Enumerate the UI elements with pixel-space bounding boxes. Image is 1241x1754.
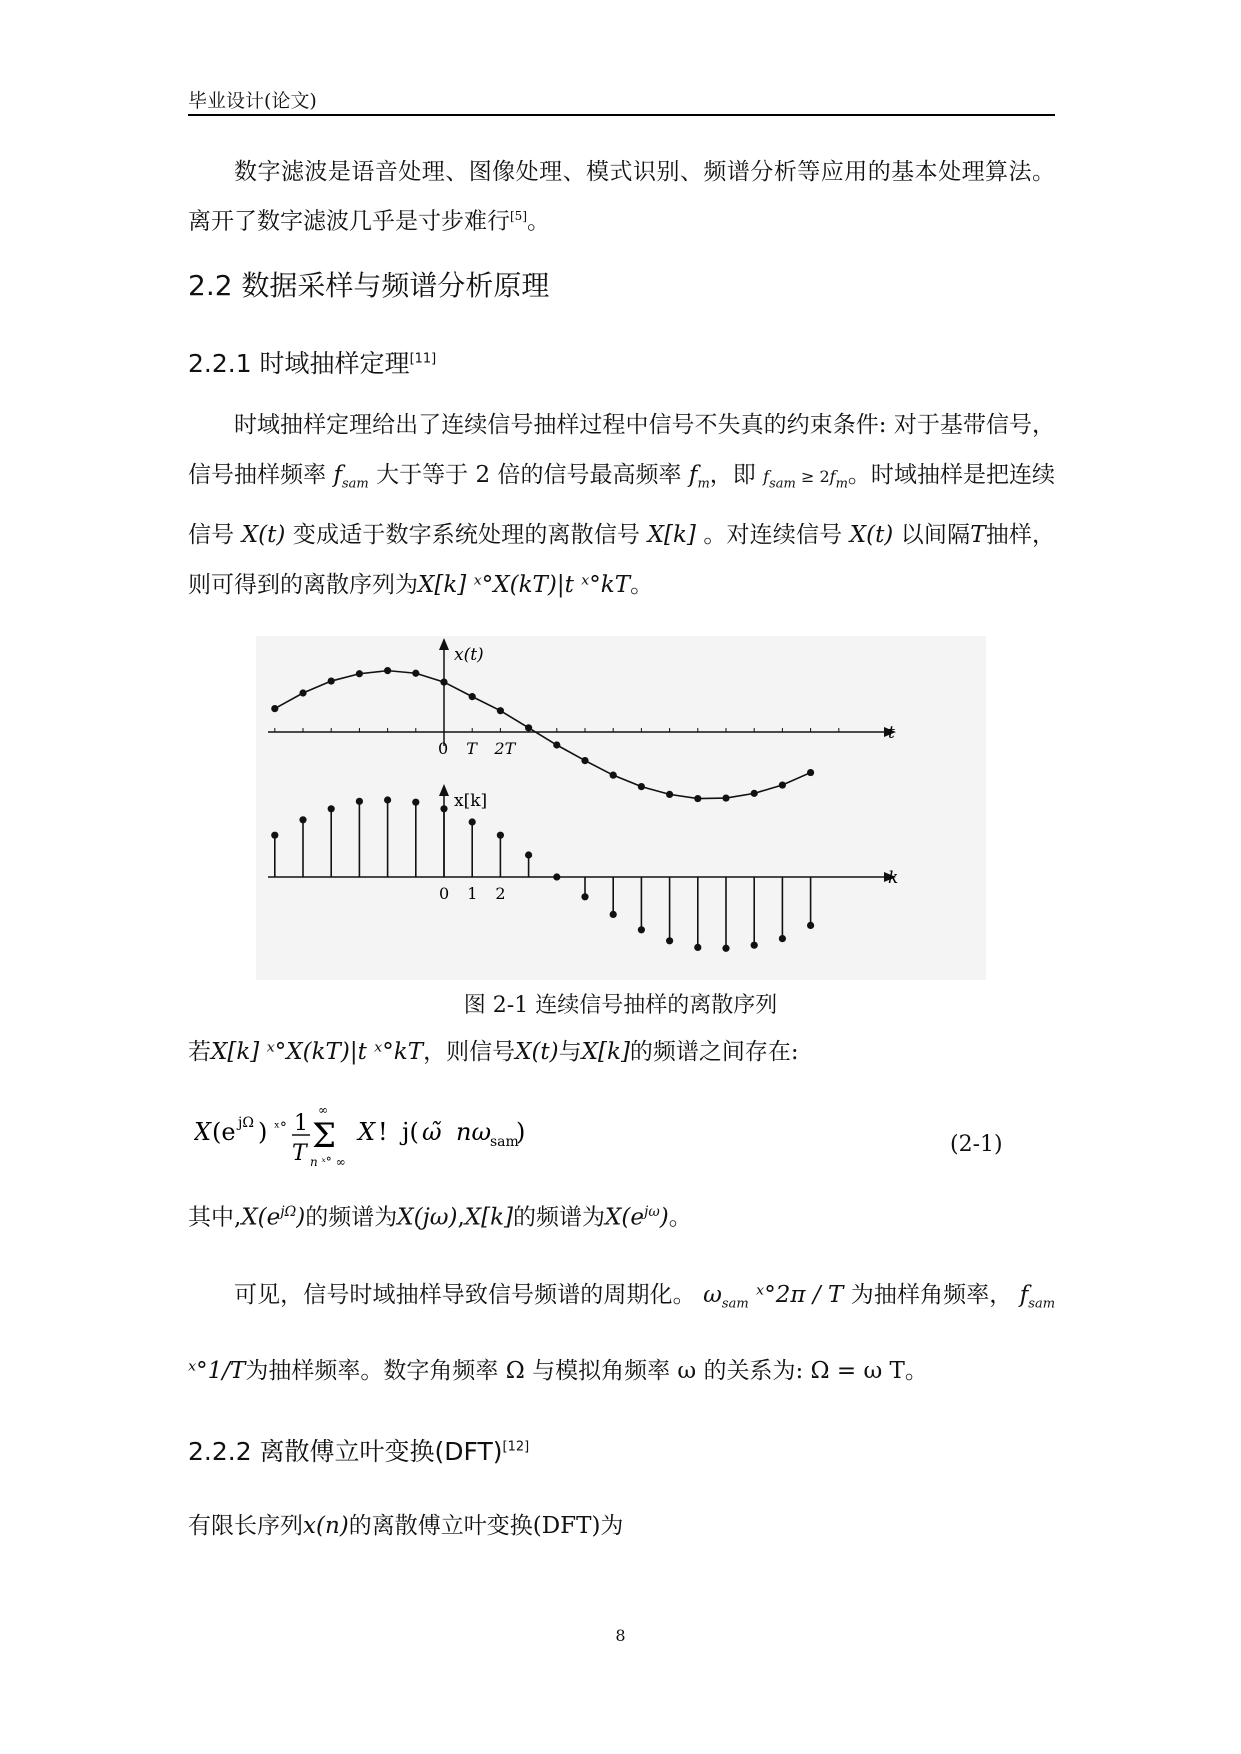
- sample-point: [722, 794, 729, 801]
- y-axis-arrow-top: [439, 638, 449, 650]
- stem-point: [610, 911, 617, 918]
- sample-point: [751, 790, 758, 797]
- equation-number: (2-1): [950, 1132, 1003, 1157]
- sample-point: [469, 693, 476, 700]
- sample-point: [638, 783, 645, 790]
- svg-text:j(: j(: [402, 1118, 419, 1146]
- sample-point: [525, 724, 532, 731]
- y-axis-label-top: x(t): [454, 645, 484, 665]
- equation-svg: [194, 1102, 614, 1172]
- running-header: 毕业设计(论文): [188, 90, 317, 112]
- svg-text:ω̃: ω̃: [422, 1118, 442, 1146]
- sample-point: [666, 791, 673, 798]
- stem-point: [751, 942, 758, 949]
- stem-point: [497, 832, 504, 839]
- intro-paragraph: 数字滤波是语音处理、图像处理、模式识别、频谱分析等应用的基本处理算法。离开了数字滤波几乎是寸步难行[5]。: [188, 159, 1055, 235]
- tick-label-bottom: 0: [439, 884, 450, 903]
- sample-point: [356, 670, 363, 677]
- sample-point: [384, 667, 391, 674]
- sample-point: [553, 741, 560, 748]
- tick-label-bottom: 1: [467, 884, 478, 903]
- spectrum-definition-paragraph: 其中$,X(e^{j\Omega})$的频谱为X(jω),X[k]的频谱为$X(e^{j\omega})$。: [188, 1204, 692, 1231]
- svg-text:(e: (e: [212, 1118, 236, 1146]
- sample-point: [497, 707, 504, 714]
- sample-point: [271, 705, 278, 712]
- figure-caption: 图 2-1 连续信号抽样的离散序列: [463, 993, 778, 1018]
- sample-point: [299, 689, 306, 696]
- dft-intro-paragraph: 有限长序列x(n)的离散傅立叶变换(DFT)为: [188, 1513, 624, 1539]
- tick-label-bottom: 2: [495, 884, 506, 903]
- svg-text:jΩ: jΩ: [238, 1115, 254, 1131]
- y-axis-label-bottom: x[k]: [454, 791, 488, 811]
- sample-point: [412, 670, 419, 677]
- sample-point: [440, 678, 447, 685]
- stem-point: [666, 937, 673, 944]
- stem-point: [581, 893, 588, 900]
- svg-text:Σ: Σ: [312, 1116, 337, 1156]
- stem-point: [469, 818, 476, 825]
- svg-text:!: !: [378, 1118, 388, 1146]
- stem-point: [525, 851, 532, 858]
- figure-2-1: [256, 636, 986, 980]
- section-heading-2-2-1: 2.2.1 时域抽样定理[11]: [188, 349, 437, 378]
- x-axis-label-bottom: k: [888, 868, 899, 888]
- discrete-sequence-plot: [268, 784, 898, 952]
- svg-text:1: 1: [294, 1111, 308, 1136]
- stem-point: [440, 805, 447, 812]
- stem-point: [384, 796, 391, 803]
- stem-point: [779, 935, 786, 942]
- stem-point: [328, 805, 335, 812]
- section-heading-2-2-2: 2.2.2 离散傅立叶变换(DFT)[12]: [188, 1437, 530, 1466]
- svg-text:sam: sam: [490, 1134, 519, 1150]
- svg-text:∞: ∞: [318, 1103, 328, 1117]
- stem-point: [412, 799, 419, 806]
- header-rule: [188, 114, 1055, 116]
- x-axis-label-top: t: [888, 723, 895, 743]
- svg-text:): ): [258, 1118, 268, 1146]
- signal-curve: [275, 671, 811, 799]
- sampling-figure-svg: [256, 636, 986, 980]
- svg-text:T: T: [292, 1141, 307, 1166]
- svg-text:nω: nω: [456, 1118, 492, 1146]
- svg-text:X: X: [194, 1118, 212, 1146]
- periodicity-paragraph: 可见，信号时域抽样导致信号频谱的周期化。 $\omega_{sam}$ ˣ°2π / T 为抽样角频率， $f_{sam}$ ˣ°1/T为抽样频率。数字角频率 Ω 与模拟角频率 ω 的关系为: Ω = ω T。: [188, 1282, 1056, 1384]
- y-axis-arrow-bottom: [439, 784, 449, 796]
- svg-text:n ˣ° ∞: n ˣ° ∞: [310, 1155, 346, 1169]
- section-heading-2-2: 2.2 数据采样与频谱分析原理: [188, 269, 550, 302]
- stem-point: [356, 798, 363, 805]
- svg-text:ˣ°: ˣ°: [274, 1120, 287, 1136]
- tick-label-top: 0: [438, 739, 449, 758]
- stem-point: [553, 873, 560, 880]
- stem-point: [638, 926, 645, 933]
- page-number: 8: [615, 1626, 626, 1645]
- sampling-theorem-paragraph: 时域抽样定理给出了连续信号抽样过程中信号不失真的约束条件: 对于基带信号，信号抽样频率 $f_{sam}$ 大于等于 2 倍的信号最高频率 $f_m$，即 $f_{sam} \ge 2f_m$。时域抽样是把连续信号 X(t) 变成适于数字系统处理的离散信号 X[k] 。对连续信号 X(t) 以间隔T抽样，则可得到的离散序列为X[k] ˣ°X(kT)|t ˣ°kT。: [188, 412, 1056, 598]
- svg-text:X: X: [358, 1118, 376, 1146]
- equation-2-1: [194, 1102, 614, 1178]
- sample-point: [779, 781, 786, 788]
- stem-point: [299, 816, 306, 823]
- svg-text:): ): [516, 1118, 526, 1146]
- sample-point: [610, 772, 617, 779]
- stem-point: [722, 945, 729, 952]
- stem-point: [807, 922, 814, 929]
- stem-point: [271, 832, 278, 839]
- tick-label-top: 2T: [494, 739, 516, 758]
- spectrum-relation-paragraph: 若X[k] ˣ°X(kT)|t ˣ°kT，则信号X(t)与X[k]的频谱之间存在:: [188, 1039, 799, 1065]
- tick-label-top: T: [466, 739, 477, 758]
- sample-point: [694, 795, 701, 802]
- stem-point: [694, 944, 701, 951]
- continuous-signal-plot: [256, 638, 896, 802]
- sample-point: [581, 757, 588, 764]
- sample-point: [328, 677, 335, 684]
- sample-point: [807, 769, 814, 776]
